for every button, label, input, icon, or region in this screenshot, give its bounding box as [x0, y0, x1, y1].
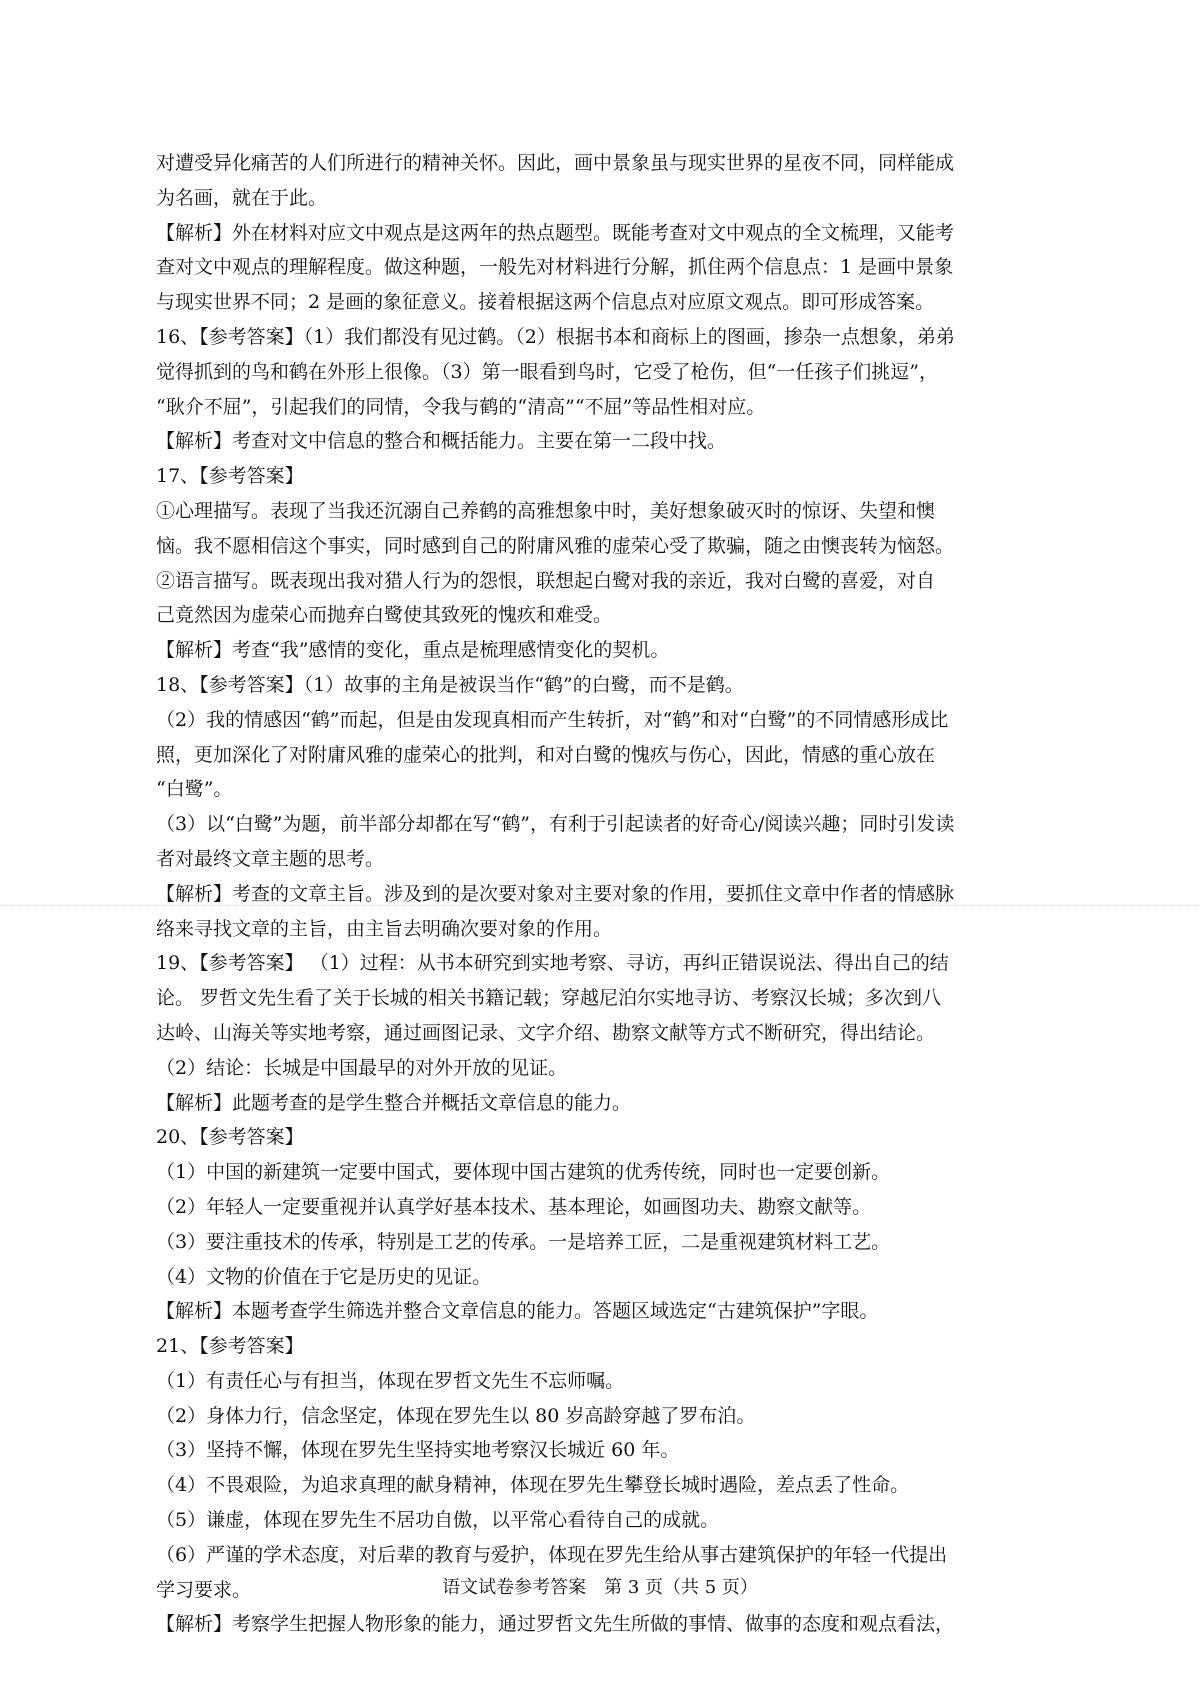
text-line: ①心理描写。表现了当我还沉溺自己养鹤的高雅想象中时，美好想象破灭时的惊讶、失望和懊	[156, 499, 936, 522]
text-line: （4）文物的价值在于它是历史的见证。	[156, 1265, 492, 1288]
text-line: 17、【参考答案】	[156, 465, 304, 488]
text-line: （5）谦虚，体现在罗先生不居功自傲，以平常心看待自己的成就。	[156, 1509, 720, 1532]
text-line: 【解析】考查“我”感情的变化，重点是梳理感情变化的契机。	[156, 639, 670, 662]
page-footer: 语文试卷参考答案 第 3 页（共 5 页）	[442, 1577, 758, 1598]
text-line: 者对最终文章主题的思考。	[156, 847, 385, 870]
text-line: （2）身体力行，信念坚定，体现在罗先生以 80 岁高龄穿越了罗布泊。	[156, 1404, 756, 1427]
text-line: 【解析】考察学生把握人物形象的能力，通过罗哲文先生所做的事情、做事的态度和观点看法，	[156, 1613, 955, 1636]
answer-body	[156, 146, 1061, 1642]
text-line: （3）坚持不懈，体现在罗先生坚持实地考察汉长城近 60 年。	[156, 1439, 680, 1462]
text-line: 照，更加深化了对附庸风雅的虚荣心的批判，和对白鹭的愧疚与伤心，因此，情感的重心放在	[156, 743, 936, 766]
text-line: （2）年轻人一定要重视并认真学好基本技术、基本理论，如画图功夫、勘察文献等。	[156, 1195, 872, 1218]
text-line: ②语言描写。既表现出我对猎人行为的怨恨，联想起白鹭对我的亲近，我对白鹭的喜爱，对自	[156, 569, 936, 592]
text-line: 16、【参考答案】（1）我们都没有见过鹤。（2）根据书本和商标上的图画，掺杂一点想象，弟弟	[156, 325, 955, 348]
text-line: 【解析】本题考查学生筛选并整合文章信息的能力。答题区域选定“古建筑保护”字眼。	[156, 1300, 879, 1323]
text-line: 20、【参考答案】	[156, 1126, 304, 1149]
text-line: （3）以“白鹭”为题，前半部分却都在写“鹤”，有利于引起读者的好奇心/阅读兴趣；同时引发读	[156, 813, 955, 836]
text-line: （3）要注重技术的传承，特别是工艺的传承。一是培养工匠，二是重视建筑材料工艺。	[156, 1230, 891, 1253]
text-line: 络来寻找文章的主旨，由主旨去明确次要对象的作用。	[156, 917, 613, 940]
text-line: 达岭、山海关等实地考察，通过画图记录、文字介绍、勘察文献等方式不断研究，得出结论。	[156, 1021, 936, 1044]
text-line: 己竟然因为虚荣心而抛弃白鹭使其致死的愧疚和难受。	[156, 604, 613, 627]
text-line: 觉得抓到的鸟和鹤在外形上很像。（3）第一眼看到鸟时，它受了枪伤，但“一任孩子们挑逗”，	[156, 360, 939, 383]
text-line: 恼。我不愿相信这个事实，同时感到自己的附庸风雅的虚荣心受了欺骗，随之由懊丧转为恼怒。	[156, 534, 955, 557]
text-line: （1）中国的新建筑一定要中国式，要体现中国古建筑的优秀传统，同时也一定要创新。	[156, 1161, 891, 1184]
text-line: “白鹭”。	[156, 778, 233, 801]
text-line: 21、【参考答案】	[156, 1335, 304, 1358]
text-line: 查对文中观点的理解程度。做这种题，一般先对材料进行分解，抓住两个信息点：1 是画中景象	[156, 256, 954, 279]
text-line: （6）严谨的学术态度，对后辈的教育与爱护，体现在罗先生给从事古建筑保护的年轻一代提出	[156, 1543, 948, 1566]
text-line: 【解析】此题考查的是学生整合并概括文章信息的能力。	[156, 1091, 632, 1114]
text-line: 学习要求。	[156, 1578, 252, 1601]
text-line: 【解析】考查对文中信息的整合和概括能力。主要在第一二段中找。	[156, 430, 727, 453]
text-line: 19、【参考答案】 （1）过程：从书本研究到实地考察、寻访，再纠正错误说法、得出自己的结	[156, 952, 949, 975]
text-line: 与现实世界不同；2 是画的象征意义。接着根据这两个信息点对应原文观点。即可形成答案。	[156, 291, 935, 314]
text-line: （2）结论：长城是中国最早的对外开放的见证。	[156, 1056, 568, 1079]
text-line: 【解析】考查的文章主旨。涉及到的是次要对象对主要对象的作用，要抓住文章中作者的情感脉	[156, 882, 955, 905]
text-line: 对遭受异化痛苦的人们所进行的精神关怀。因此，画中景象虽与现实世界的星夜不同，同样能成	[156, 152, 955, 174]
text-line: “耿介不屈”，引起我们的同情，令我与鹤的“清高”“不屈”等品性相对应。	[156, 395, 766, 418]
text-line: （2）我的情感因“鹤”而起，但是由发现真相而产生转折，对“鹤”和对“白鹭”的不同情感形成比	[156, 708, 949, 731]
text-line: 18、【参考答案】（1）故事的主角是被误当作“鹤”的白鹭，而不是鹤。	[156, 673, 744, 696]
text-line: 为名画，就在于此。	[156, 186, 328, 209]
text-line: 论。 罗哲文先生看了关于长城的相关书籍记载；穿越尼泊尔实地寻访、考察汉长城；多次到八	[156, 987, 942, 1010]
text-line: （4）不畏艰险，为追求真理的献身精神，体现在罗先生攀登长城时遇险，差点丢了性命。	[156, 1474, 910, 1497]
text-line: （1）有责任心与有担当，体现在罗哲文先生不忘师嘱。	[156, 1369, 625, 1392]
text-line: 【解析】外在材料对应文中观点是这两年的热点题型。既能考查对文中观点的全文梳理，又能考	[156, 221, 955, 244]
